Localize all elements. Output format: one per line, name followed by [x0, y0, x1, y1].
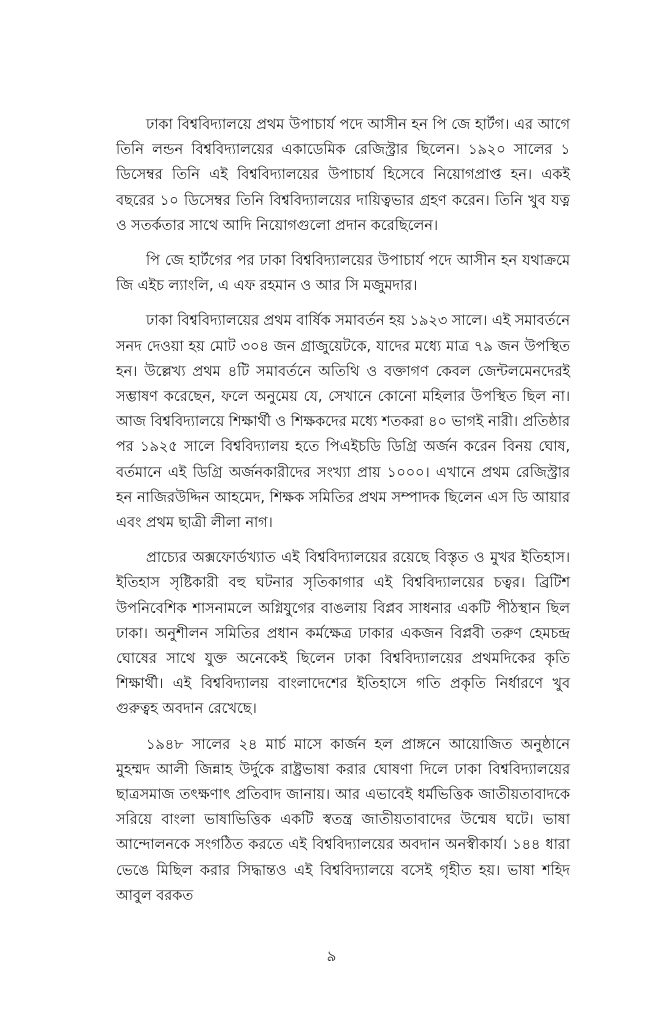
paragraph-first-vice-chancellor: ঢাকা বিশ্ববিদ্যালয়ে প্রথম উপাচার্য পদে আসীন হন পি জে হার্টগ। এর আগে তিনি লন্ডন বিশ্ববিদ্যালয়ের একাডেমিক রেজিস্ট্রার ছিলেন। ১৯২০ সালের ১ ডিসেম্বর তিনি এই বিশ্ববিদ্যালয়ের উপাচার্য হিসেবে নিয়োগপ্রাপ্ত হন। একই বছরের ১০ ডিসেম্বর তিনি বিশ্ববিদ্যালয়ের দায়িত্বভার গ্রহণ করেন। তিনি খুব যত্ন ও সতর্কতার সাথে আদি নিয়োগগুলো প্রদান করেছিলেন। — [116, 116, 570, 234]
page-number: ৯ — [326, 947, 337, 965]
paragraph-university-history: প্রাচ্যের অক্সফোর্ডখ্যাত এই বিশ্ববিদ্যালয়ের রয়েছে বিস্তৃত ও মুখর ইতিহাস। ইতিহাস সৃষ্টিকারী বহু ঘটনার সৃতিকাগার এই বিশ্ববিদ্যালয়ের চত্বর। ব্রিটিশ উপনিবেশিক শাসনামলে অগ্নিযুগের বাঙলায় বিপ্লব সাধনার একটি পীঠস্থান ছিল ঢাকা। অনুশীলন সমিতির প্রধান কর্মক্ষেত্র ঢাকার একজন বিপ্লবী তরুণ হেমচন্দ্র ঘোষের সাথে যুক্ত অনেকেই ছিলেন ঢাকা বিশ্ববিদ্যালয়ের প্রথমদিকের কৃতি শিক্ষার্থী। এই বিশ্ববিদ্যালয় বাংলাদেশের ইতিহাসে গতি প্রকৃতি নির্ধারণে খুব গুরুত্বহ অবদান রেখেছে। — [116, 549, 570, 718]
page-body — [116, 112, 570, 918]
paragraph-first-convocation: ঢাকা বিশ্ববিদ্যালয়ের প্রথম বার্ষিক সমাবর্তন হয় ১৯২৩ সালে। এই সমাবর্তনে সনদ দেওয়া হয় মোট ৩০৪ জন গ্রাজুয়েটকে, যাদের মধ্যে মাত্র ৭৯ জন উপস্থিত হন। উল্লেখ্য প্রথম ৪টি সমাবর্তনে অতিথি ও বক্তাগণ কেবল জেন্টলমেনদেরই সম্ভাষণ করেছেন, ফলে অনুমেয় যে, সেখানে কোনো মহিলার উপস্থিত ছিল না। আজ বিশ্ববিদ্যালয়ে শিক্ষার্থী ও শিক্ষকদের মধ্যে শতকরা ৪০ ভাগই নারী। প্রতিষ্ঠার পর ১৯২৫ সালে বিশ্ববিদ্যালয় হতে পিএইচডি ডিগ্রি অর্জন করেন বিনয় ঘোষ, বর্তমানে এই ডিগ্রি অর্জনকারীদের সংখ্যা প্রায় ১০০০। এখানে প্রথম রেজিস্ট্রার হন নাজিরউদ্দিন আহমেদ, শিক্ষক সমিতির প্রথম সম্পাদক ছিলেন এস ডি আয়ার এবং প্রথম ছাত্রী লীলা নাগ। — [116, 312, 570, 532]
paragraph-successor-vice-chancellors: পি জে হার্টগের পর ঢাকা বিশ্ববিদ্যালয়ের উপাচার্য পদে আসীন হন যথাক্রমে জি এইচ ল্যাংলি, এ এফ রহমান ও আর সি মজুমদার। — [116, 252, 570, 295]
paragraph-language-movement: ১৯৪৮ সালের ২৪ মার্চ মাসে কার্জন হল প্রাঙ্গনে আয়োজিত অনুষ্ঠানে মুহম্মদ আলী জিন্নাহ উর্দুকে রাষ্ট্রভাষা করার ঘোষণা দিলে ঢাকা বিশ্ববিদ্যালয়ের ছাত্রসমাজ তৎক্ষণাৎ প্রতিবাদ জানায়। আর এভাবেই ধর্মভিত্তিক জাতীয়তাবাদকে সরিয়ে বাংলা ভাষাভিত্তিক একটি স্বতন্ত্র জাতীয়তাবাদের উন্মেষ ঘটে। ভাষা আন্দোলনকে সংগঠিত করতে এই বিশ্ববিদ্যালয়ের অবদান অনস্বীকার্য। ১৪৪ ধারা ভেঙে মিছিল করার সিদ্ধান্তও এই বিশ্ববিদ্যালয়ে বসেই গৃহীত হয়। ভাষা শহিদ আবুল বরকত — [116, 735, 570, 904]
